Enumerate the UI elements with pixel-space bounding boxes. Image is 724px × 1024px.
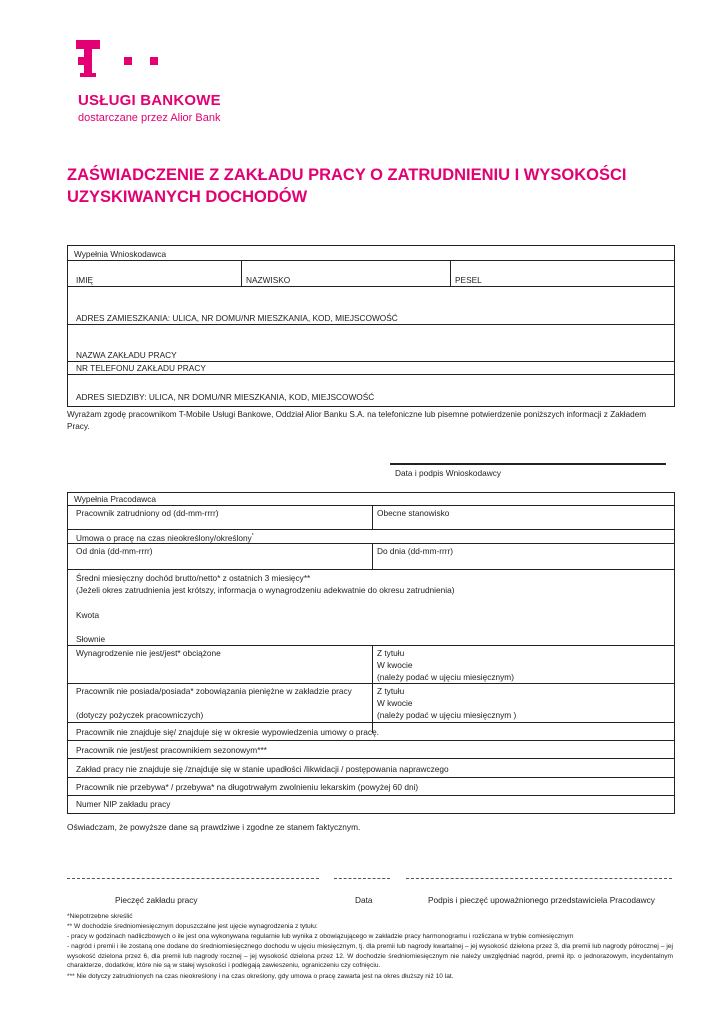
footnote-3: - pracy w godzinach nadliczbowych o ile jest ona wykonywana regularnie lub wynika z obowiązującego w zakładzie pracy harmonogramu i rozliczana w trybie comiesięcznym bbox=[67, 933, 574, 940]
representative-signature-line[interactable] bbox=[406, 878, 672, 879]
date-label: Data bbox=[355, 895, 373, 905]
date-signature-line[interactable] bbox=[334, 878, 390, 879]
applicant-signature-line[interactable] bbox=[390, 463, 666, 465]
footnote-5: *** Nie dotyczy zatrudnionych na czas nieokreślony i na czas określony, gdy umowa o pracę zawarta jest na okres dłuższy niż 10 lat. bbox=[67, 973, 454, 980]
nip-field[interactable]: Numer NIP zakładu pracy bbox=[76, 799, 171, 809]
brand-subtitle: dostarczane przez Alior Bank bbox=[78, 112, 221, 124]
employer-section-header: Wypełnia Pracodawca bbox=[74, 494, 157, 504]
applicant-section bbox=[67, 245, 675, 407]
document-title: ZAŚWIADCZENIE Z ZAKŁADU PRACY O ZATRUDNIENIU I WYSOKOŚCI UZYSKIWANYCH DOCHODÓW bbox=[67, 166, 627, 206]
consent-text: Wyrażam zgodę pracownikom T-Mobile Usługi Bankowe, Oddział Alior Banku S.A. na telefoniczne lub pisemne potwierdzenie poniższych informacji z Zakładem Pracy. bbox=[67, 410, 647, 431]
amount-field[interactable]: Kwota bbox=[76, 610, 100, 620]
footnote-2: ** W dochodzie średniomiesięcznym dopuszczalne jest ujęcie wynagrodzenia z tytułu: bbox=[67, 923, 318, 930]
income-note: (Jeżeli okres zatrudnienia jest krótszy, informacja o wynagrodzeniu adekwatnie do okresu zatrudnienia) bbox=[76, 585, 455, 595]
encumbrance-amount-field[interactable]: W kwocie bbox=[377, 660, 413, 670]
employer-phone-field[interactable]: NR TELEFONU ZAKŁADU PRACY bbox=[76, 363, 206, 373]
obligation-amount-field[interactable]: W kwocie bbox=[377, 698, 413, 708]
employer-name-field[interactable]: NAZWA ZAKŁADU PRACY bbox=[76, 350, 177, 360]
employed-since-field[interactable]: Pracownik zatrudniony od (dd-mm-rrrr) bbox=[76, 508, 219, 518]
obligation-title-field[interactable]: Z tytułu bbox=[377, 686, 405, 696]
last-name-field[interactable]: NAZWISKO bbox=[246, 275, 291, 285]
income-label: Średni miesięczny dochód brutto/netto* z ostatnich 3 miesięcy** bbox=[76, 573, 311, 583]
obligations-label: Pracownik nie posiada/posiada* zobowiązania pieniężne w zakładzie pracy bbox=[76, 686, 352, 696]
obligation-note: (należy podać w ujęciu miesięcznym ) bbox=[377, 710, 517, 720]
stamp-label: Pieczęć zakładu pracy bbox=[115, 895, 198, 905]
sick-leave-field[interactable]: Pracownik nie przebywa* / przebywa* na długotrwałym zwolnieniu lekarskim (powyżej 60 dni) bbox=[76, 782, 419, 792]
first-name-field[interactable]: IMIĘ bbox=[76, 275, 94, 285]
applicant-section-header: Wypełnia Wnioskodawca bbox=[74, 249, 167, 259]
declaration-text: Oświadczam, że powyższe dane są prawdziwe i zgodne ze stanem faktycznym. bbox=[67, 822, 361, 832]
obligations-note: (dotyczy pożyczek pracowniczych) bbox=[76, 710, 204, 720]
address-field[interactable]: ADRES ZAMIESZKANIA: ULICA, NR DOMU/NR MIESZKANIA, KOD, MIEJSCOWOŚĆ bbox=[76, 313, 398, 323]
representative-label: Podpis i pieczęć upoważnionego przedstawiciela Pracodawcy bbox=[428, 895, 655, 905]
contract-label: Umowa o pracę na czas nieokreślony/określony* bbox=[76, 533, 254, 543]
footnote-4: - nagród i premii i ile zostaną one dodane do średniomiesięcznego dochodu w ujęciu miesięcznym, tj. dla premii lub nagrody kwartalnej – jej wysokość dzielona przez 3, dla premii lub nagrody półrocznej – jej wysokość dzielona przez 6, dla premii lub nagrody rocznej – jej wysokość dzielona przez 12. W dochodzie średniomiesięcznym nie należy uwzględniać nagród, premii itp. o jednorazowym, incydentalnym charakterze, dodatków, które nie są w stałej wysokości i podlegają zawieszeniu, ograniczeniu czy cofnięciu. bbox=[67, 943, 673, 970]
applicant-signature-label: Data i podpis Wnioskodawcy bbox=[395, 468, 502, 478]
bankruptcy-field[interactable]: Zakład pracy nie znajduje się /znajduje się w stanie upadłości /likwidacji / postępowania naprawczego bbox=[76, 764, 449, 774]
footnote-1: *Niepotrzebne skreślić bbox=[67, 913, 133, 920]
to-date-field[interactable]: Do dnia (dd-mm-rrrr) bbox=[377, 546, 454, 556]
brand-name: USŁUGI BANKOWE bbox=[78, 92, 221, 109]
in-words-field[interactable]: Słownie bbox=[76, 634, 106, 644]
logo-dot bbox=[124, 57, 132, 65]
position-field[interactable]: Obecne stanowisko bbox=[377, 508, 450, 518]
employer-address-field[interactable]: ADRES SIEDZIBY: ULICA, NR DOMU/NR MIESZKANIA, KOD, MIEJSCOWOŚĆ bbox=[76, 392, 375, 402]
encumbrance-title-field[interactable]: Z tytułu bbox=[377, 648, 405, 658]
stamp-signature-line[interactable] bbox=[67, 878, 319, 879]
from-date-field[interactable]: Od dnia (dd-mm-rrrr) bbox=[76, 546, 153, 556]
encumbrance-note: (należy podać w ujęciu miesięcznym) bbox=[377, 672, 514, 682]
notice-period-field[interactable]: Pracownik nie znajduje się/ znajduje się w okresie wypowiedzenia umowy o pracę. bbox=[76, 727, 379, 737]
pesel-field[interactable]: PESEL bbox=[455, 275, 482, 285]
seasonal-field[interactable]: Pracownik nie jest/jest pracownikiem sezonowym*** bbox=[76, 745, 267, 755]
salary-encumbered-label: Wynagrodzenie nie jest/jest* obciążone bbox=[76, 648, 221, 658]
logo-dot bbox=[78, 57, 86, 65]
logo-dot bbox=[150, 57, 158, 65]
